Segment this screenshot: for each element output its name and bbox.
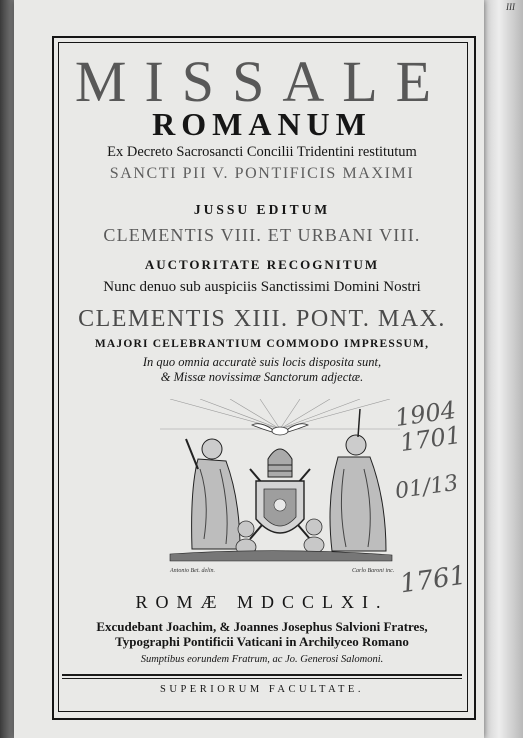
subtitle-auctoritate: AUCTORITATE RECOGNITUM: [144, 257, 380, 272]
subtitle-nunc-denuo: Nunc denuo sub auspiciis Sanctissimi Domini Nostri: [103, 279, 421, 295]
engraving-ground: [170, 551, 392, 561]
imprint-excudebant: Excudebant Joachim, & Joannes Josephus Salvioni Fratres,: [96, 619, 428, 634]
pencil-note: 01/13: [393, 470, 460, 505]
radiance-rays: [160, 399, 400, 429]
title-missale: MISSALE: [74, 49, 450, 114]
subtitle-majori: MAJORI CELEBRANTIUM COMMODO IMPRESSUM,: [94, 338, 430, 350]
saint-peter-figure: [186, 439, 240, 549]
pencil-note: 1904: [393, 395, 458, 433]
imprint-superiorum: SUPERIORUM FACULTATE.: [160, 684, 364, 695]
papal-tiara-icon: [268, 449, 292, 477]
title-romanum: ROMANUM: [152, 106, 372, 142]
coat-of-arms-shield: [256, 481, 304, 533]
subtitle-missae: & Missæ novissimæ Sanctorum adjectæ.: [160, 370, 364, 384]
folio-number: III: [506, 2, 515, 12]
subtitle-in-quo: In quo omnia accuratè suis locis disposita sunt,: [142, 355, 382, 369]
engraving-caption-left: Antonio Bet. delin.: [170, 568, 215, 574]
divider-rule-thin: [62, 678, 462, 679]
imprint-typographi: Typographi Pontificii Vaticani in Archilyceo Romano: [115, 634, 409, 649]
engraving-illustration: [160, 399, 400, 584]
imprint-romae: ROMÆ MDCCLXI.: [135, 592, 389, 612]
divider-rule: [62, 674, 462, 676]
saint-paul-figure: [330, 409, 386, 551]
subtitle-clementis-xiii: CLEMENTIS XIII. PONT. MAX.: [78, 306, 446, 332]
engraving-caption-right: Carlo Baroni inc.: [352, 568, 395, 574]
title-block: [60, 44, 464, 708]
imprint-sumptibus: Sumptibus eorundem Fratrum, ac Jo. Generosi Salomoni.: [140, 654, 384, 665]
subtitle-ex-decreto: Ex Decreto Sacrosancti Concilii Tridentini restitutum: [107, 144, 417, 160]
subtitle-jussu: JUSSU EDITUM: [193, 202, 331, 217]
subtitle-sancti-pii: SANCTI PII V. PONTIFICIS MAXIMI: [109, 165, 415, 182]
subtitle-clementis-viii: CLEMENTIS VIII. ET URBANI VIII.: [103, 225, 421, 245]
pencil-note: 1701: [398, 420, 463, 458]
pencil-note: 1761: [398, 560, 468, 600]
dove-icon: [252, 424, 308, 435]
facing-page-edge: [483, 0, 523, 738]
